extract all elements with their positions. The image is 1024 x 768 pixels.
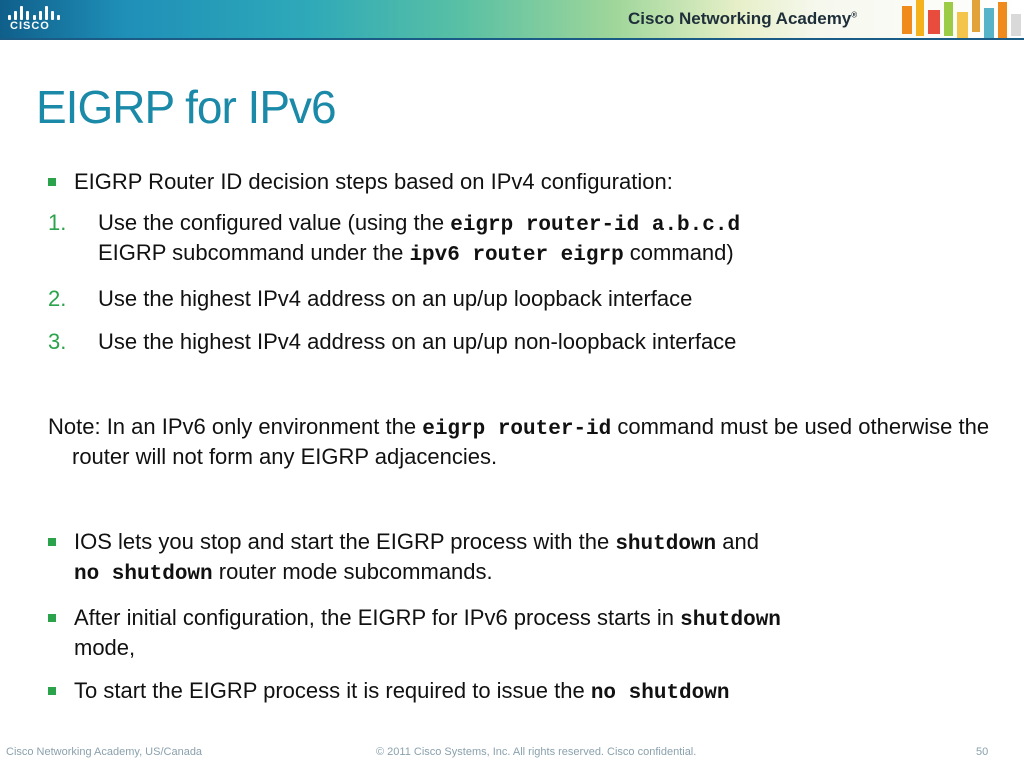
- academy-label: Cisco Networking Academy®: [628, 9, 858, 28]
- command-code: eigrp router-id a.b.c.d: [450, 214, 741, 237]
- bullet-text: IOS lets you stop and start the EIGRP process with the shutdown and no shutdown router mode subcommands.: [74, 529, 759, 586]
- cisco-logo-text: CISCO: [10, 20, 50, 32]
- bullet-item: [48, 677, 998, 707]
- step-number: 1.: [48, 210, 67, 235]
- header-banner: [0, 0, 1024, 38]
- step-text: Use the highest IPv4 address on an up/up non-loopback interface: [98, 329, 737, 354]
- bullet-text: To start the EIGRP process it is required to issue the no shutdown: [74, 678, 730, 705]
- square-bullet-icon: [48, 538, 56, 546]
- bullet-item: [48, 604, 998, 661]
- bullet-item: [48, 528, 998, 588]
- step-text: Use the highest IPv4 address on an up/up loopback interface: [98, 286, 693, 311]
- cisco-logo: [6, 3, 62, 35]
- command-code: shutdown: [615, 533, 717, 556]
- step-item: [48, 328, 998, 355]
- square-bullet-icon: [48, 178, 56, 186]
- step-number: 2.: [48, 286, 67, 311]
- note-paragraph: Note: In an IPv6 only environment the eigrp router-id command must be used otherwise the router will not form any EIGRP adjacencies.: [48, 414, 990, 469]
- header-divider: [0, 38, 1024, 40]
- command-code: no shutdown: [590, 682, 730, 705]
- step-text: Use the configured value (using the eigrp router-id a.b.c.d EIGRP subcommand under the ipv6 router eigrp command): [98, 210, 741, 267]
- bullet-text: After initial configuration, the EIGRP for IPv6 process starts in shutdown mode,: [74, 605, 781, 660]
- decorative-stripes-graphic: [902, 0, 1024, 38]
- square-bullet-icon: [48, 687, 56, 695]
- step-number: 3.: [48, 329, 67, 354]
- command-code: eigrp router-id: [422, 418, 612, 441]
- slide-body: [48, 164, 998, 707]
- slide-title: EIGRP for IPv6: [36, 81, 336, 133]
- intro-bullet: EIGRP Router ID decision steps based on IPv4 configuration:: [48, 168, 998, 195]
- footer-copyright: © 2011 Cisco Systems, Inc. All rights reserved. Cisco confidential.: [376, 746, 697, 758]
- square-bullet-icon: [48, 614, 56, 622]
- footer-left: Cisco Networking Academy, US/Canada: [6, 746, 203, 758]
- command-code: ipv6 router eigrp: [409, 244, 624, 267]
- page-number: 50: [976, 746, 989, 758]
- command-code: no shutdown: [74, 563, 213, 586]
- step-item: [48, 209, 998, 269]
- step-item: [48, 285, 998, 312]
- command-code: shutdown: [680, 609, 781, 632]
- cisco-bridge-icon: [8, 4, 60, 20]
